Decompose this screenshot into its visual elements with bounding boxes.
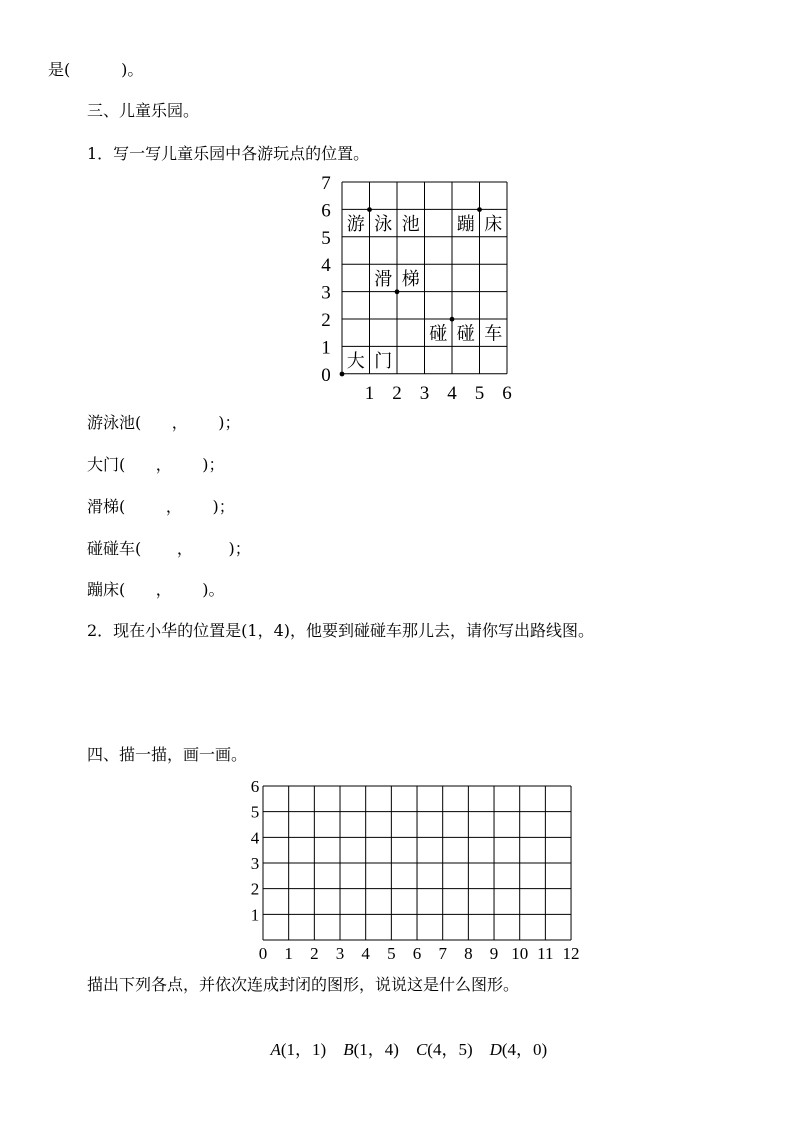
y-tick-label: 0 bbox=[321, 364, 331, 386]
x-tick-label: 0 bbox=[258, 944, 268, 963]
x-tick-label: 12 bbox=[562, 944, 580, 963]
x-tick-label: 2 bbox=[310, 944, 319, 963]
place-char: 大 bbox=[346, 351, 365, 372]
pool-dot bbox=[367, 207, 372, 212]
drawing-x-axis-labels bbox=[259, 944, 580, 963]
place-char: 门 bbox=[374, 351, 393, 372]
x-tick-label: 5 bbox=[474, 383, 485, 403]
playground-y-axis-labels bbox=[321, 173, 331, 386]
drawing-grid bbox=[240, 775, 590, 965]
drawing-y-axis-labels bbox=[251, 777, 260, 924]
x-tick-label: 3 bbox=[419, 383, 430, 403]
x-tick-label: 7 bbox=[438, 944, 447, 963]
place-char: 碰 bbox=[456, 323, 475, 344]
place-char: 梯 bbox=[401, 268, 420, 289]
x-tick-label: 8 bbox=[464, 944, 473, 963]
point-a: A(1，1) bbox=[270, 1040, 327, 1059]
section4-title: 四、描一描，画一画。 bbox=[87, 745, 248, 764]
points-list bbox=[262, 1015, 547, 1060]
y-tick-label: 1 bbox=[321, 337, 331, 359]
answer-line: 蹦床( ， )。 bbox=[87, 580, 225, 599]
y-tick-label: 4 bbox=[321, 255, 331, 277]
drawing-grid-lines bbox=[263, 786, 571, 940]
answer-line: 大门( ， )； bbox=[87, 455, 225, 474]
point-c: C(4，5) bbox=[415, 1040, 473, 1059]
place-0 bbox=[347, 214, 420, 234]
y-tick-label: 1 bbox=[250, 905, 260, 925]
top-line: 是( )。 bbox=[48, 60, 144, 79]
question1: 1．写一写儿童乐园中各游玩点的位置。 bbox=[87, 144, 370, 163]
x-tick-label: 5 bbox=[387, 944, 396, 963]
place-char: 池 bbox=[401, 214, 420, 235]
y-tick-label: 6 bbox=[250, 777, 260, 796]
y-tick-label: 6 bbox=[321, 200, 331, 222]
answer-line: 碰碰车( ， )； bbox=[87, 539, 251, 558]
y-tick-label: 2 bbox=[250, 879, 260, 899]
y-tick-label: 2 bbox=[321, 310, 331, 331]
playground-grid bbox=[310, 168, 520, 403]
answer-line: 滑梯( ， )； bbox=[87, 497, 235, 516]
y-tick-label: 5 bbox=[250, 802, 260, 822]
x-tick-label: 10 bbox=[511, 944, 529, 963]
place-char: 床 bbox=[484, 214, 503, 235]
place-char: 游 bbox=[346, 214, 365, 235]
point-b: B(1，4) bbox=[343, 1040, 399, 1059]
trampoline-dot bbox=[477, 207, 482, 212]
slide-dot bbox=[395, 289, 400, 294]
y-tick-label: 3 bbox=[321, 282, 331, 304]
answer-line: 游泳池( ， )； bbox=[87, 413, 241, 432]
question2: 2．现在小华的位置是(1，4)，他要到碰碰车那儿去，请你写出路线图。 bbox=[87, 621, 595, 640]
x-tick-label: 1 bbox=[364, 383, 375, 403]
place-char: 滑 bbox=[374, 268, 393, 289]
y-tick-label: 3 bbox=[250, 854, 260, 874]
place-char: 蹦 bbox=[456, 214, 475, 235]
x-tick-label: 4 bbox=[361, 944, 370, 963]
y-tick-label: 4 bbox=[250, 828, 260, 848]
x-tick-label: 2 bbox=[392, 383, 402, 403]
place-3 bbox=[429, 324, 502, 344]
origin-dot bbox=[340, 372, 345, 377]
place-char: 车 bbox=[484, 323, 503, 344]
x-tick-label: 4 bbox=[447, 383, 457, 403]
playground-grid-lines bbox=[342, 182, 507, 374]
x-tick-label: 3 bbox=[335, 944, 345, 963]
playground-x-axis-labels bbox=[365, 383, 512, 403]
x-tick-label: 11 bbox=[537, 944, 554, 963]
x-tick-label: 9 bbox=[489, 944, 499, 963]
x-tick-label: 6 bbox=[412, 944, 422, 963]
y-tick-label: 5 bbox=[321, 227, 331, 249]
bumper-car-dot bbox=[450, 317, 455, 322]
place-char: 泳 bbox=[374, 214, 393, 235]
x-tick-label: 6 bbox=[502, 383, 512, 403]
x-tick-label: 1 bbox=[284, 944, 293, 963]
y-tick-label: 7 bbox=[321, 173, 331, 194]
section4-instruction: 描出下列各点，并依次连成封闭的图形，说说这是什么图形。 bbox=[87, 975, 520, 994]
section3-title: 三、儿童乐园。 bbox=[87, 101, 200, 120]
place-char: 碰 bbox=[429, 323, 448, 344]
point-d: D(4，0) bbox=[489, 1040, 548, 1059]
